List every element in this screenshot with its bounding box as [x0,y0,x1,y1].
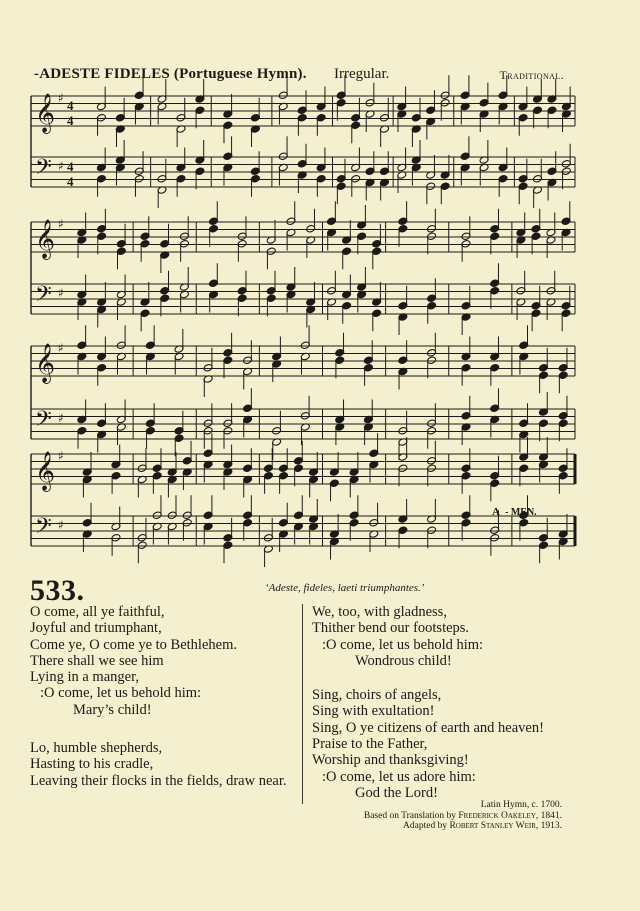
treble-clef-icon: 𝄞 [35,219,56,259]
treble-clef-icon: 𝄞 [35,93,56,133]
hymn-number: 533. [30,574,85,607]
sharp-icon: ♯ [58,159,64,173]
verse-line: Sing, O ye citizens of earth and heaven! [312,719,544,736]
treble-clef-icon: 𝄞 [35,451,56,491]
verse-line: Joyful and triumphant, [30,620,162,637]
verse-line: Hasting to his cradle, [30,756,154,773]
time-signature-bottom: 4 [67,113,74,128]
verse-3 [312,687,592,801]
verse-line: Lying in a manger, [30,669,139,686]
credit-line: Latin Hymn, c. 1700. [480,800,562,810]
time-signature-top: 4 [67,98,74,113]
verse-line: :O come, let us behold him: [322,636,484,653]
translator-name: Frederick Oakeley [458,810,536,821]
treble-clef-icon: 𝄞 [35,343,56,383]
verse-line: God the Lord! [355,784,438,801]
sharp-icon: ♯ [58,217,64,231]
amen-syllable-men: - MEN. [505,507,537,518]
sharp-icon: ♯ [58,91,64,105]
verse-line: Thither bend our footsteps. [312,620,470,637]
verse-line: Worship and thanksgiving! [312,752,469,769]
bass-clef-icon: 𝄢 [35,155,52,185]
latin-first-line: ‘Adeste, fideles, laeti triumphantes.’ [265,582,425,594]
verse-2 [30,740,300,789]
verse-line: Come ye, O come ye to Bethlehem. [30,636,237,653]
credit-line: Based on Translation by Frederick Oakeley, 1841. [363,810,562,821]
time-signature-bottom: 4 [67,174,74,189]
verse-line: :O come, let us adore him: [322,768,476,785]
verses-left-column [30,604,300,805]
score-systems [31,75,575,567]
adapter-name: Robert Stanley Weir [449,821,536,831]
bass-clef-icon: 𝄢 [35,514,52,544]
verse-line: There shall we see him [30,652,164,669]
bass-clef-icon: 𝄢 [35,407,52,437]
verse-line: We, too, with gladness, [312,604,447,620]
verse-line: Lo, humble shepherds, [30,740,163,757]
verse-line: Sing with exultation! [312,703,435,720]
verse-line: Praise to the Father, [312,736,428,753]
meter: Irregular. [334,66,390,82]
sharp-icon: ♯ [58,449,64,463]
sharp-icon: ♯ [58,286,64,300]
verse-line: Leaving their flocks in the fields, draw near. [30,772,287,789]
tune-name: ADESTE FIDELES [39,66,170,82]
verse-line: Sing, choirs of angels, [312,687,442,704]
sharp-icon: ♯ [58,341,64,355]
verse-line: Wondrous child! [355,652,452,669]
verse-line: O come, all ye faithful, [30,604,165,620]
credit-line: Adapted by Robert Stanley Weir, 1913. [403,821,562,831]
tune-origin: (Portuguese Hymn). [173,66,307,82]
bass-clef-icon: 𝄢 [35,282,52,312]
column-divider [302,604,303,804]
verse-line: Mary’s child! [73,701,152,718]
verses-right-column [312,604,592,817]
hymn-credits [364,800,562,832]
verse-2-continued [312,604,592,669]
tune-title: -ADESTE FIDELES (Portuguese Hymn). [34,66,307,82]
amen-syllable-a: A [492,506,500,518]
time-signature-top: 4 [67,159,74,174]
verse-line: :O come, let us behold him: [40,685,202,702]
sharp-icon: ♯ [58,411,64,425]
tune-attribution: Traditional. [499,68,564,82]
sharp-icon: ♯ [58,518,64,532]
verse-1 [30,604,300,718]
